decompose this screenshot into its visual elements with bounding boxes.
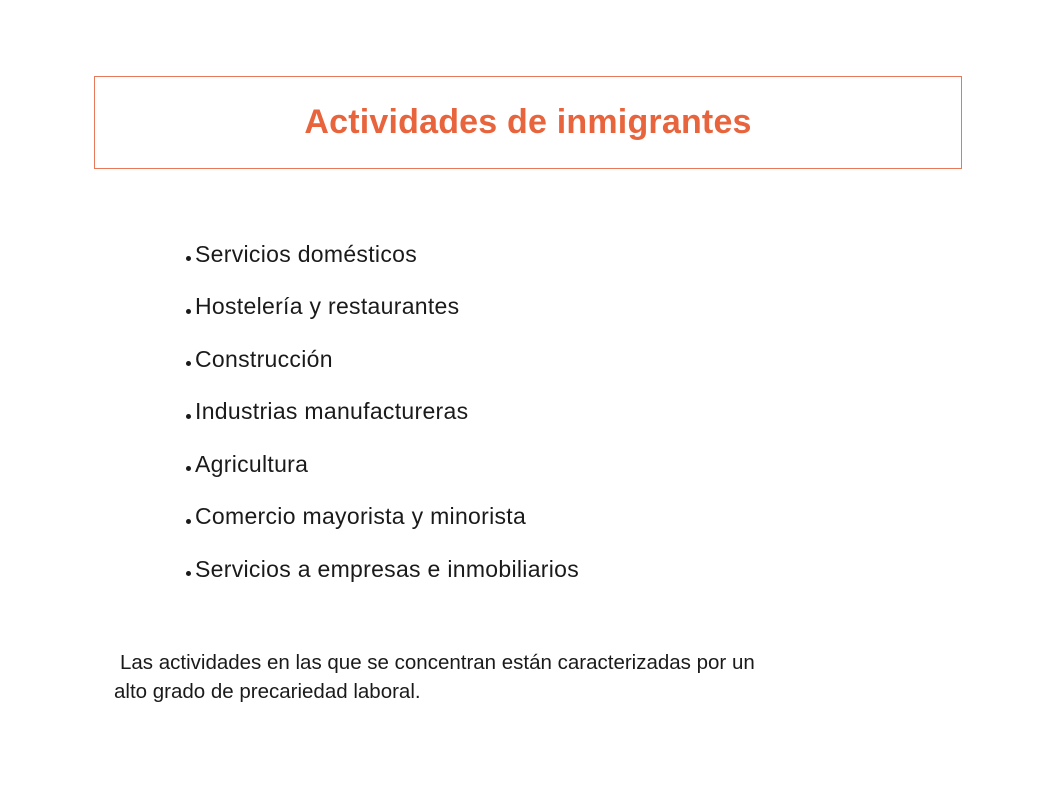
- bullet-list: [186, 228, 579, 596]
- list-item: [186, 281, 579, 334]
- list-item: [186, 228, 579, 281]
- list-item-label: Construcción: [195, 345, 333, 372]
- list-item-label: Comercio mayorista y minorista: [195, 503, 527, 530]
- list-item: [186, 438, 579, 491]
- list-item: [186, 333, 579, 386]
- slide-title: Actividades de inmigrantes: [304, 103, 752, 141]
- list-item-label: Hostelería y restaurantes: [195, 293, 460, 320]
- footer-paragraph: [114, 648, 974, 706]
- bullet-icon: [186, 309, 191, 314]
- footer-line-2: alto grado de precariedad laboral.: [114, 680, 421, 703]
- bullet-icon: [186, 361, 191, 366]
- list-item-label: Servicios domésticos: [195, 240, 418, 267]
- list-item-label: Agricultura: [195, 450, 309, 477]
- bullet-icon: [186, 466, 191, 471]
- bullet-icon: [186, 256, 191, 261]
- footer-line-1: Las actividades en las que se concentran están caracterizadas por un: [120, 651, 755, 674]
- bullet-icon: [186, 414, 191, 419]
- bullet-icon: [186, 571, 191, 576]
- list-item-label: Servicios a empresas e inmobiliarios: [195, 555, 580, 582]
- title-box: [94, 76, 962, 169]
- list-item: [186, 491, 579, 544]
- list-item-label: Industrias manufactureras: [195, 398, 469, 425]
- bullet-icon: [186, 519, 191, 524]
- list-item: [186, 543, 579, 596]
- list-item: [186, 386, 579, 439]
